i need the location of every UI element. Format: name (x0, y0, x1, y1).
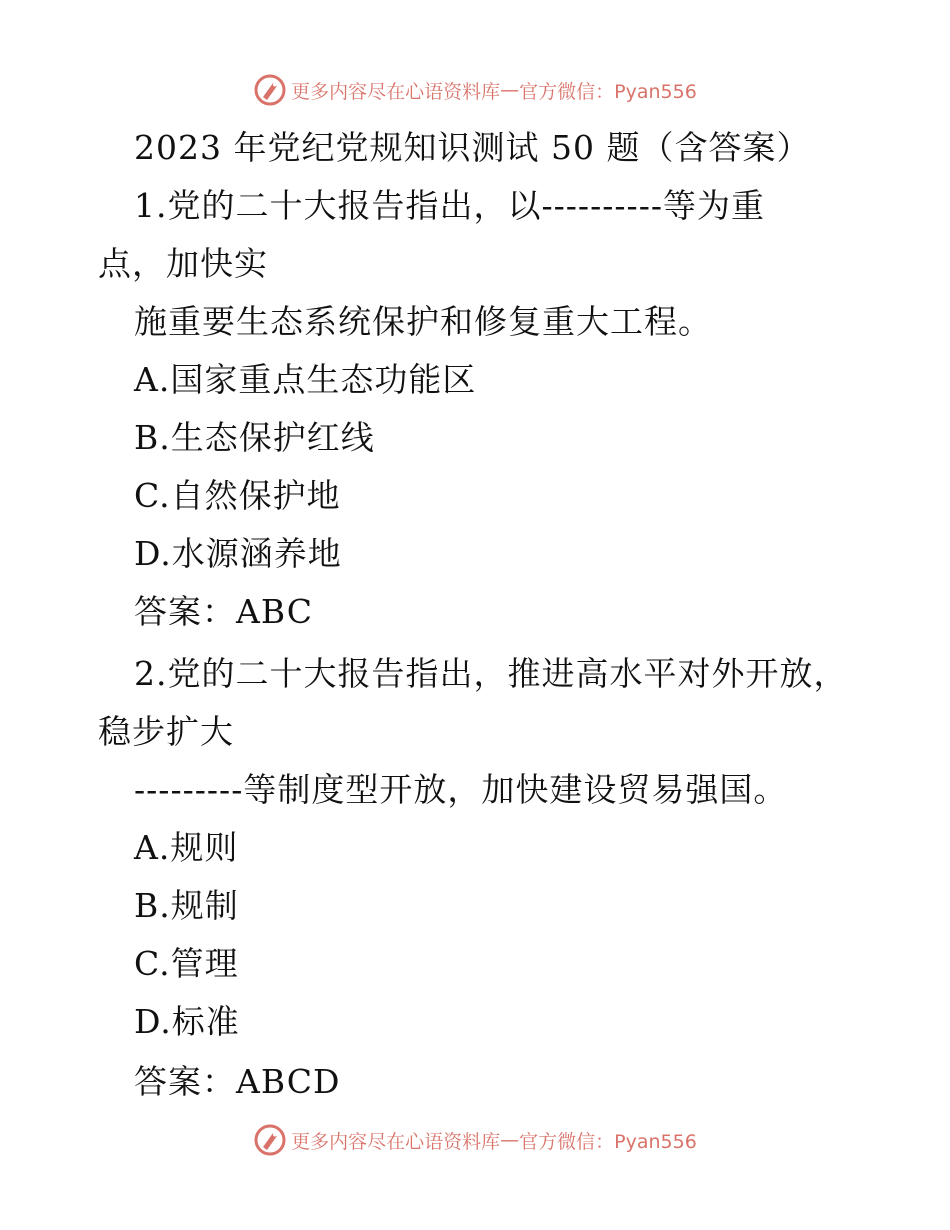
question-1-option-b: B.生态保护红线 (134, 418, 375, 457)
question-2-stem-line3: ---------等制度型开放，加快建设贸易强国。 (134, 770, 788, 809)
banner-wechat: 官方微信：Pyan556 (519, 80, 697, 103)
question-2-option-c: C.管理 (134, 944, 239, 983)
question-1-option-c: C.自然保护地 (134, 476, 341, 515)
banner-text: 更多内容尽在心语资料库 (291, 1130, 501, 1153)
header-banner (0, 70, 950, 110)
document-title: 2023 年党纪党规知识测试 50 题（含答案） (134, 128, 811, 167)
footer-banner (0, 1120, 950, 1160)
question-1-stem-line1: 1.党的二十大报告指出，以----------等为重 (134, 186, 765, 225)
question-1-stem-line2: 点，加快实 (98, 244, 268, 283)
pen-nib-circle-icon (253, 73, 287, 107)
question-2-option-d: D.标准 (134, 1002, 240, 1041)
question-2-option-a: A.规则 (134, 828, 239, 867)
question-2-stem-line2: 稳步扩大 (98, 712, 234, 751)
banner-separator: — (500, 1129, 520, 1151)
question-1-option-d: D.水源涵养地 (134, 534, 342, 573)
question-1-answer: 答案：ABC (134, 592, 313, 631)
banner-wechat: 官方微信：Pyan556 (519, 1130, 697, 1153)
question-2-option-b: B.规制 (134, 886, 239, 925)
question-2-stem-line1: 2.党的二十大报告指出，推进高水平对外开放， (134, 654, 848, 693)
banner-separator: — (500, 79, 520, 101)
pen-nib-circle-icon (253, 1123, 287, 1157)
question-2-answer: 答案：ABCD (134, 1062, 341, 1101)
question-1-option-a: A.国家重点生态功能区 (134, 360, 477, 399)
banner-text: 更多内容尽在心语资料库 (291, 80, 501, 103)
question-1-stem-line3: 施重要生态系统保护和修复重大工程。 (134, 302, 712, 341)
